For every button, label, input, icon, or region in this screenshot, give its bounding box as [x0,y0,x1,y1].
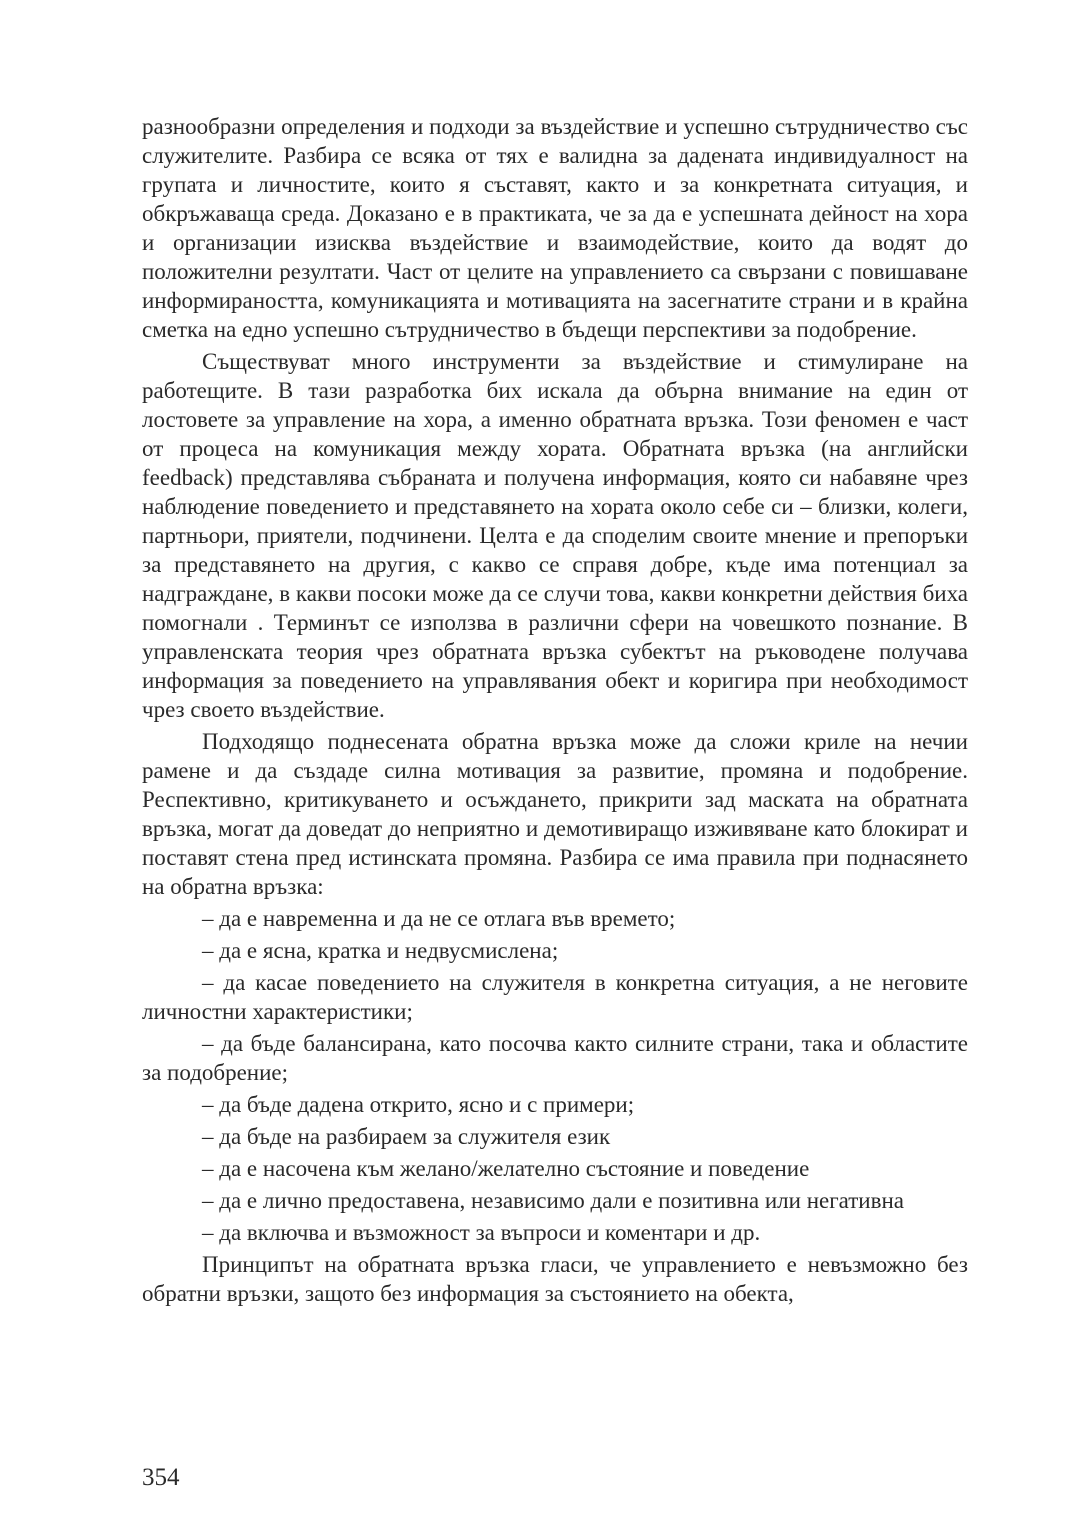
rule-item: – да касае поведението на служителя в конкретна ситуация, а не неговите личностни характеристики; [142,970,968,1024]
rule-item: – да бъде дадена открито, ясно и с примери; [202,1092,635,1117]
rule-item: – да бъде на разбираем за служителя език [202,1124,611,1149]
paragraph-intro: разнообразни определения и подходи за въздействие и успешно сътрудничество със служителите. Разбира се всяка от тях е валидна за дадената индивидуалност на групата и личностите, които я съставят, както и за конкретната ситуация, и обкръжаваща среда. Доказано е в практиката, че за да е успешната дейност на хора и организации изисква въздействие и взаимодействие, които да водят до положителни резултати. Част от целите на управлението са свързани с повишаване информираността, комуникацията и мотивацията на засегнатите страни и в крайна сметка на едно успешно сътрудничество в бъдещи перспективи за подобрение. [142,114,968,342]
rule-item: – да бъде балансирана, като посочва както силните страни, така и областите за подобрение; [142,1031,968,1085]
paragraph-feedback-rules: Подходящо поднесената обратна връзка може да сложи криле на нечии рамене и да създаде силна мотивация за развитие, промяна и подобрение. Респективно, критикуването и осъждането, прикрити зад маската на обратната връзка, могат да доведат до неприятно и демотивиращо изживяване като блокират и поставят стена пред истинската промяна. Разбира се има правила при поднасянето на обратна връзка: [142,729,968,899]
page-number: 354 [142,1464,180,1491]
rule-item: – да е лично предоставена, независимо дали е позитивна или негативна [202,1188,904,1213]
rule-item: – да е насочена към желано/желателно състояние и поведение [202,1156,810,1181]
page-body [142,112,968,1311]
rule-item: – да е ясна, кратка и недвусмислена; [202,938,559,963]
paragraph-principle: Принципът на обратната връзка гласи, че управлението е невъзможно без обратни връзки, защото без информация за състоянието на обекта, [142,1252,968,1306]
rule-item: – да включва и възможност за въпроси и коментари и др. [202,1220,761,1245]
rule-item: – да е навременна и да не се отлага във времето; [202,906,676,931]
paragraph-instruments: Съществуват много инструменти за въздействие и стимулиране на работещите. В тази разработка бих искала да обърна внимание на един от лостовете за управление на хора, а именно обратната връзка. Този феномен е част от процеса на комуникация между хората. Обратната връзка (на английски feedback) представлява събраната и получена информация, която си набавяне чрез наблюдение поведението и представянето на хората около себе си – близки, колеги, партньори, приятели, подчинени. Целта е да споделим своите мнение и препоръки за представянето на другия, с какво се справя добре, къде има потенциал за надграждане, в какви посоки може да се случи това, какви конкретни действия биха помогнали . Терминът се използва в различни сфери на човешкото познание. В управленската теория чрез обратната връзка субектът на ръководене получава информация за поведението на управлявания обект и коригира при необходимост чрез своето въздействие. [142,349,968,722]
